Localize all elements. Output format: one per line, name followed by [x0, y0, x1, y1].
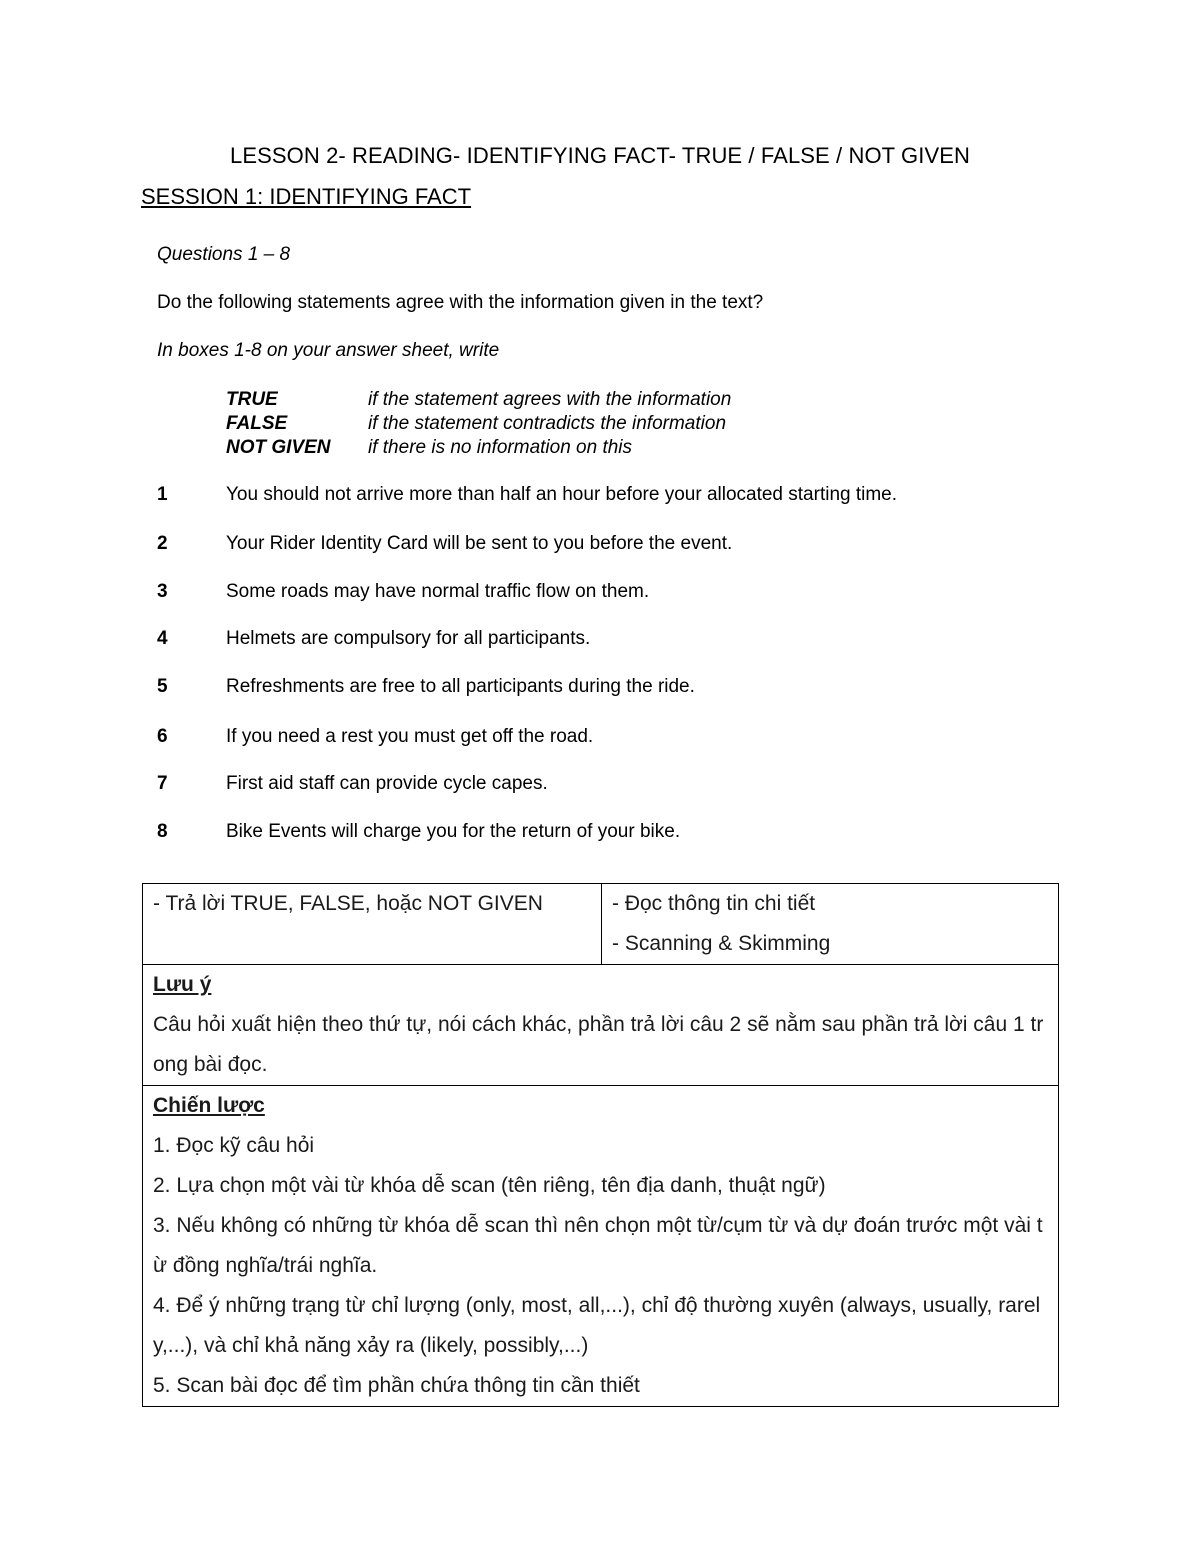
strategy-heading: Chiến lược [153, 1094, 265, 1117]
question-text: If you need a rest you must get off the road. [226, 726, 594, 747]
legend-key: TRUE [226, 389, 278, 410]
question-number: 4 [157, 628, 168, 649]
note-heading: Lưu ý [153, 973, 212, 996]
question-number: 6 [157, 726, 168, 747]
session-title: SESSION 1: IDENTIFYING FACT [141, 184, 472, 209]
question-number: 7 [157, 773, 168, 794]
question-number: 3 [157, 581, 168, 602]
skill-line: - Scanning & Skimming [612, 932, 831, 955]
strategy-item: 4. Để ý những trạng từ chỉ lượng (only, most, all,...), chỉ độ thường xuyên (always, usually, rarely,...), và chỉ khả năng xảy ra (likely, possibly,...) [153, 1294, 1041, 1357]
question-text: Your Rider Identity Card will be sent to you before the event. [226, 533, 733, 554]
question-number: 5 [157, 676, 168, 697]
question-item [157, 726, 593, 748]
answer-legend [226, 388, 731, 460]
skill-line: - Đọc thông tin chi tiết [612, 892, 816, 915]
legend-key: NOT GIVEN [226, 437, 331, 458]
question-text: Bike Events will charge you for the return of your bike. [226, 821, 681, 842]
question-text: You should not arrive more than half an hour before your allocated starting time. [226, 484, 898, 505]
task-cell [143, 884, 602, 965]
note-row [143, 965, 1059, 1086]
question-number: 2 [157, 533, 168, 554]
question-number: 1 [157, 484, 168, 505]
strategy-item: 2. Lựa chọn một vài từ khóa dễ scan (tên riêng, tên địa danh, thuật ngữ) [153, 1174, 826, 1197]
strategy-row [143, 1086, 1059, 1407]
legend-row-not-given [226, 436, 731, 460]
strategy-item: 1. Đọc kỹ câu hỏi [153, 1134, 315, 1157]
legend-key: FALSE [226, 413, 288, 434]
questions-instruction: Do the following statements agree with the information given in the text? [157, 292, 764, 313]
question-item [157, 533, 732, 555]
notes-table [142, 883, 1059, 1407]
question-item [157, 484, 897, 506]
strategy-cell [143, 1086, 1059, 1407]
task-row [143, 884, 1059, 965]
question-item [157, 676, 695, 698]
lesson-title: LESSON 2- READING- IDENTIFYING FACT- TRUE / FALSE / NOT GIVEN [230, 143, 970, 168]
question-item [157, 773, 548, 795]
question-item [157, 821, 680, 843]
legend-row-true [226, 388, 731, 412]
task-text: - Trả lời TRUE, FALSE, hoặc NOT GIVEN [153, 892, 543, 915]
question-text: First aid staff can provide cycle capes. [226, 773, 548, 794]
note-cell [143, 965, 1059, 1086]
strategy-item: 3. Nếu không có những từ khóa dễ scan thì nên chọn một từ/cụm từ và dự đoán trước một vài từ đồng nghĩa/trái nghĩa. [153, 1214, 1043, 1277]
legend-desc: if the statement contradicts the information [368, 413, 727, 434]
skills-cell [602, 884, 1059, 965]
legend-desc: if there is no information on this [368, 437, 633, 458]
strategy-item: 5. Scan bài đọc để tìm phần chứa thông tin cần thiết [153, 1374, 640, 1397]
questions-heading: Questions 1 – 8 [157, 244, 291, 265]
question-item [157, 628, 590, 650]
note-text: Câu hỏi xuất hiện theo thứ tự, nói cách khác, phần trả lời câu 2 sẽ nằm sau phần trả lời câu 1 trong bài đọc. [153, 1013, 1044, 1076]
legend-row-false [226, 412, 731, 436]
legend-desc: if the statement agrees with the information [368, 389, 732, 410]
question-text: Refreshments are free to all participants during the ride. [226, 676, 695, 697]
boxes-instruction: In boxes 1-8 on your answer sheet, write [157, 340, 500, 361]
question-text: Helmets are compulsory for all participants. [226, 628, 591, 649]
question-number: 8 [157, 821, 168, 842]
question-text: Some roads may have normal traffic flow on them. [226, 581, 650, 602]
question-item [157, 581, 649, 603]
